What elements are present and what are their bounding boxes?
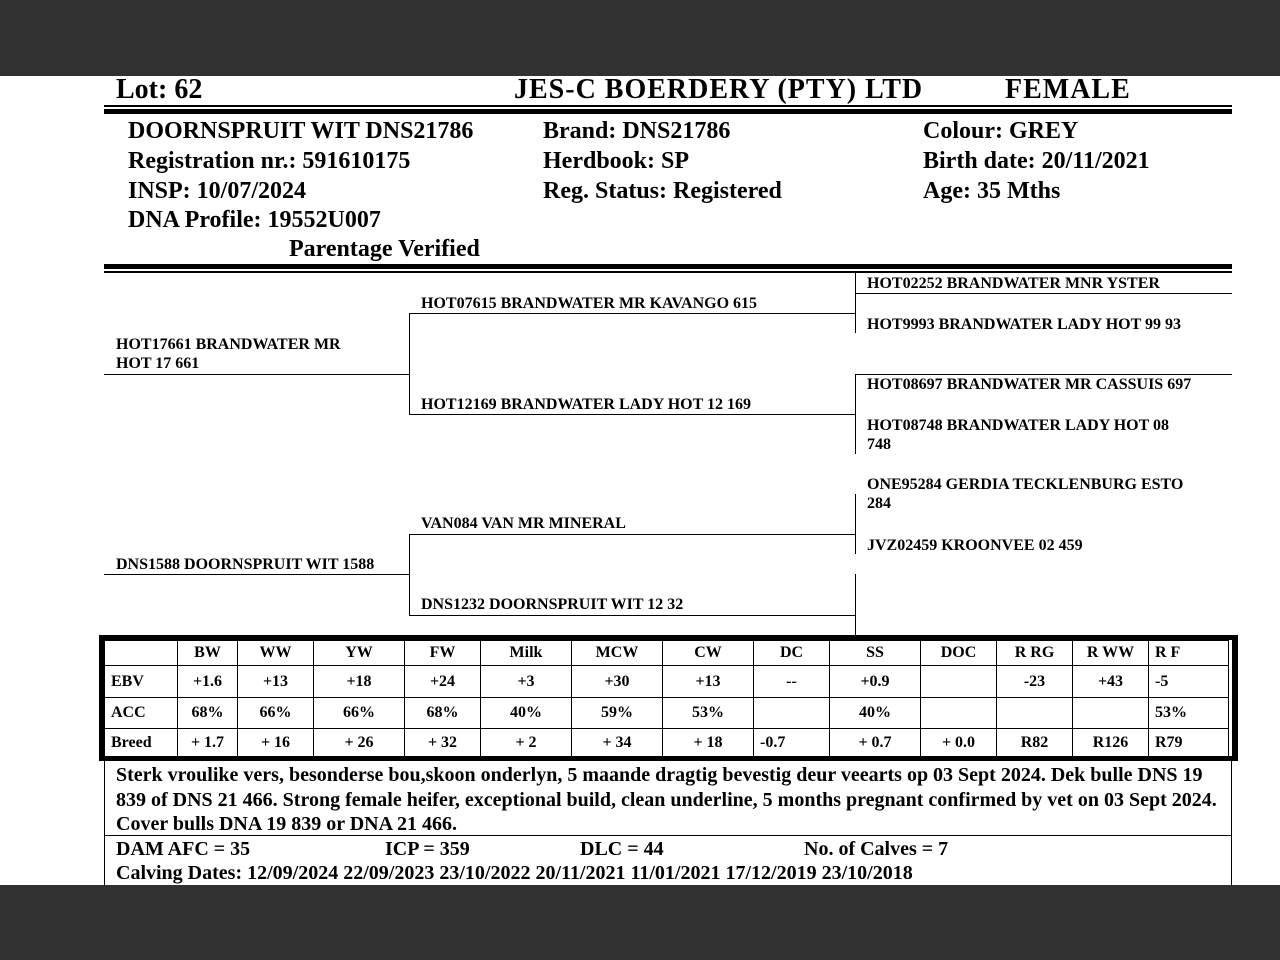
header-cell: WW: [238, 641, 314, 666]
breed-cell: + 34: [572, 729, 663, 757]
breed-cell: + 0.7: [830, 729, 921, 757]
registration-number: Registration nr.: 591610175: [128, 148, 411, 174]
ebv-cell: [921, 666, 997, 698]
calving-dates: Calving Dates: 12/09/2024 22/09/2023 23/10/2022 20/11/2021 11/01/2021 17/12/2019 23/10/2018: [116, 862, 913, 884]
sex-label: FEMALE: [1005, 76, 1131, 105]
breed-cell: + 0.0: [921, 729, 997, 757]
acc-cell: 53%: [1149, 698, 1229, 729]
ebv-row: [105, 666, 1229, 698]
ggp-4: HOT08748 BRANDWATER LADY HOT 08 748: [867, 417, 1169, 453]
breed-row: [105, 729, 1229, 757]
header-cell: R WW: [1073, 641, 1149, 666]
breed-cell: R79: [1149, 729, 1229, 757]
age: Age: 35 Mths: [923, 178, 1061, 204]
pedigree-line-sire: [104, 374, 409, 375]
header-rule-thick: [104, 109, 1232, 114]
ggp-6: JVZ02459 KROONVEE 02 459: [867, 537, 1083, 554]
breed-cell: R82: [997, 729, 1073, 757]
brand: Brand: DNS21786: [543, 118, 731, 144]
breed-cell: + 16: [238, 729, 314, 757]
lot-number: Lot: 62: [116, 76, 203, 105]
ebv-cell: +43: [1073, 666, 1149, 698]
insp-date: INSP: 10/07/2024: [128, 178, 307, 204]
ebv-cell: +1.6: [178, 666, 238, 698]
info-rule-thick: [104, 264, 1232, 269]
pedigree-bracket-sd: [855, 374, 856, 454]
dam-dam-name: DNS1232 DOORNSPRUIT WIT 12 32: [421, 596, 684, 613]
header-cell: BW: [178, 641, 238, 666]
header-cell: R RG: [997, 641, 1073, 666]
dam-sire-name: VAN084 VAN MR MINERAL: [421, 515, 626, 532]
acc-cell: [997, 698, 1073, 729]
comment-box-right: [1231, 761, 1232, 885]
acc-cell: 53%: [663, 698, 754, 729]
breed-cell: + 32: [405, 729, 481, 757]
ebv-cell: -23: [997, 666, 1073, 698]
acc-cell: 59%: [572, 698, 663, 729]
acc-cell: [754, 698, 830, 729]
table-frame-right: [1232, 635, 1238, 761]
pedigree-bracket-sire: [409, 313, 410, 415]
breed-cell: + 2: [481, 729, 572, 757]
acc-cell: 40%: [830, 698, 921, 729]
acc-cell: 66%: [314, 698, 405, 729]
ebv-header-row: [105, 641, 1229, 666]
header-cell: MCW: [572, 641, 663, 666]
breed-cell: + 1.7: [178, 729, 238, 757]
acc-cell: 40%: [481, 698, 572, 729]
dam-name: DNS1588 DOORNSPRUIT WIT 1588: [116, 556, 375, 573]
pedigree-line-ggp1: [855, 293, 1232, 294]
header-cell: YW: [314, 641, 405, 666]
breed-cell: + 26: [314, 729, 405, 757]
header-cell: Milk: [481, 641, 572, 666]
animal-name: DOORNSPRUIT WIT DNS21786: [128, 118, 474, 144]
pedigree-bracket-dd: [855, 574, 856, 636]
acc-row: [105, 698, 1229, 729]
pedigree-bracket-dam: [409, 534, 410, 616]
header-rule-thin: [104, 105, 1232, 107]
sire-dam-name: HOT12169 BRANDWATER LADY HOT 12 169: [421, 396, 751, 413]
ebv-cell: --: [754, 666, 830, 698]
dam-afc: DAM AFC = 35: [116, 838, 251, 860]
ebv-cell: +24: [405, 666, 481, 698]
header-cell: FW: [405, 641, 481, 666]
pedigree-bracket-ds: [855, 494, 856, 554]
ggp-2: HOT9993 BRANDWATER LADY HOT 99 93: [867, 316, 1181, 333]
herdbook: Herdbook: SP: [543, 148, 690, 174]
acc-cell: 66%: [238, 698, 314, 729]
ebv-table: [104, 640, 1229, 757]
ebv-cell: +13: [238, 666, 314, 698]
sire-sire-name: HOT07615 BRANDWATER MR KAVANGO 615: [421, 295, 758, 312]
dam-calves: No. of Calves = 7: [804, 838, 949, 860]
header-cell: DOC: [921, 641, 997, 666]
pedigree-line-ss: [409, 313, 855, 314]
comment-divider: [104, 835, 1232, 836]
dam-icp: ICP = 359: [385, 838, 470, 860]
breed-cell: + 18: [663, 729, 754, 757]
colour: Colour: GREY: [923, 118, 1079, 144]
pedigree-line-dam: [104, 574, 409, 575]
breeder-name: JES-C BOERDERY (PTY) LTD: [514, 76, 924, 105]
ggp-5: ONE95284 GERDIA TECKLENBURG ESTO 284: [867, 476, 1184, 512]
dam-dlc: DLC = 44: [580, 838, 664, 860]
birth-date: Birth date: 20/11/2021: [923, 148, 1150, 174]
pedigree-line-dd: [409, 615, 855, 616]
ebv-cell: +3: [481, 666, 572, 698]
lot-comment: Sterk vroulike vers, besonderse bou,skoon onderlyn, 5 maande dragtig bevestig deur veearts op 03 Sept 2024. Dek bulle DNS 19 839 of DNS 21 466. Strong female heifer, exceptional build, clean underline, 5 months pregnant confirmed by vet on 03 Sept 2024. Cover bulls DNA 19 839 or DNA 21 466.: [116, 764, 1217, 835]
header-cell: SS: [830, 641, 921, 666]
info-rule-thin: [104, 271, 1232, 273]
header-cell: DC: [754, 641, 830, 666]
header-cell: R F: [1149, 641, 1229, 666]
row-label: EBV: [105, 666, 178, 698]
header-cell: CW: [663, 641, 754, 666]
row-label: Breed: [105, 729, 178, 757]
ggp-1: HOT02252 BRANDWATER MNR YSTER: [867, 275, 1160, 292]
registration-status: Reg. Status: Registered: [543, 178, 782, 204]
breed-cell: R126: [1073, 729, 1149, 757]
ebv-cell: -5: [1149, 666, 1229, 698]
pedigree-bracket-ss: [855, 273, 856, 333]
ebv-cell: +30: [572, 666, 663, 698]
row-label: ACC: [105, 698, 178, 729]
lot-page: [0, 76, 1280, 885]
pedigree-line-sd: [409, 414, 855, 415]
ebv-cell: +0.9: [830, 666, 921, 698]
dna-profile: DNA Profile: 19552U007: [128, 207, 381, 233]
ebv-cell: +18: [314, 666, 405, 698]
comment-box-left: [104, 761, 105, 885]
parentage-status: Parentage Verified: [289, 236, 480, 262]
header-cell: [105, 641, 178, 666]
acc-cell: 68%: [405, 698, 481, 729]
sire-name: HOT17661 BRANDWATER MR HOT 17 661: [116, 336, 341, 372]
breed-cell: -0.7: [754, 729, 830, 757]
ebv-cell: +13: [663, 666, 754, 698]
ggp-3: HOT08697 BRANDWATER MR CASSUIS 697: [867, 376, 1192, 393]
acc-cell: 68%: [178, 698, 238, 729]
pedigree-line-ds: [409, 534, 855, 535]
acc-cell: [921, 698, 997, 729]
acc-cell: [1073, 698, 1149, 729]
